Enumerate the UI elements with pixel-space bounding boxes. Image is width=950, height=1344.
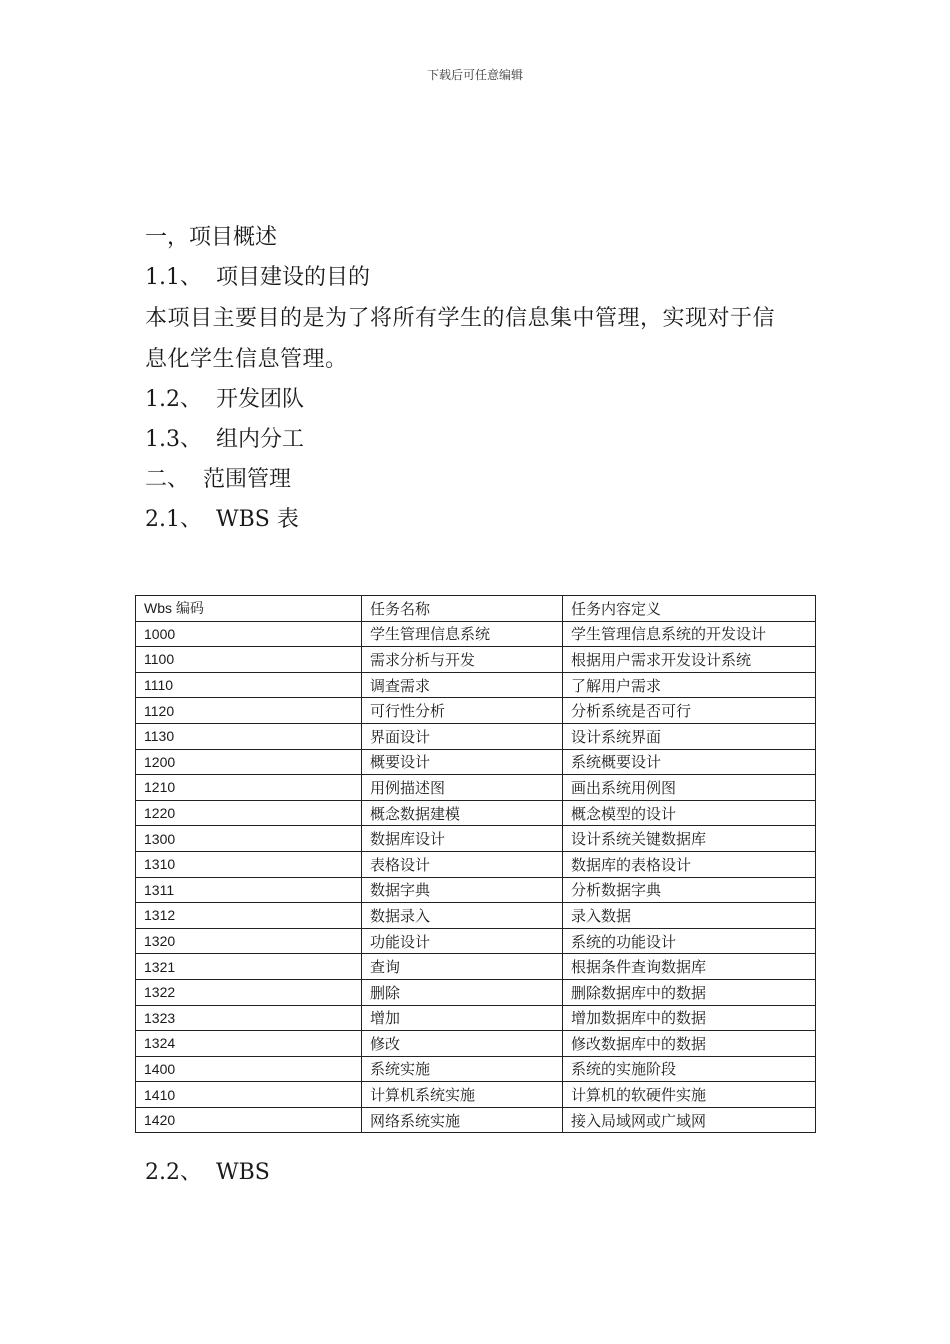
subsection-1-1 xyxy=(145,258,815,298)
wbs-code-cell: 1410 xyxy=(136,1082,362,1108)
task-definition-cell: 增加数据库中的数据 xyxy=(563,1005,816,1031)
wbs-code-cell: 1200 xyxy=(136,749,362,775)
wbs-table xyxy=(135,595,816,1133)
wbs-code-cell: 1110 xyxy=(136,672,362,698)
subsection-1-2-title: 开发团队 xyxy=(216,387,305,412)
wbs-code-cell: 1321 xyxy=(136,954,362,980)
header-task-definition: 任务内容定义 xyxy=(563,596,816,622)
task-name-cell: 网络系统实施 xyxy=(362,1107,563,1133)
purpose-paragraph-line-2: 息化学生信息管理。 xyxy=(145,347,348,372)
task-definition-cell: 录入数据 xyxy=(563,903,816,929)
subsection-2-2-title: WBS xyxy=(216,1160,270,1185)
task-name-cell: 计算机系统实施 xyxy=(362,1082,563,1108)
wbs-code-cell: 1420 xyxy=(136,1107,362,1133)
task-definition-cell: 接入局域网或广域网 xyxy=(563,1107,816,1133)
section-2-title-text: 范围管理 xyxy=(203,467,292,492)
table-row xyxy=(136,954,816,980)
task-name-cell: 表格设计 xyxy=(362,851,563,877)
task-name-cell: 增加 xyxy=(362,1005,563,1031)
table-row xyxy=(136,877,816,903)
task-definition-cell: 计算机的软硬件实施 xyxy=(563,1082,816,1108)
task-definition-cell: 删除数据库中的数据 xyxy=(563,979,816,1005)
wbs-code-cell: 1000 xyxy=(136,621,362,647)
header-wbs-code: Wbs 编码 xyxy=(136,596,362,622)
wbs-code-cell: 1400 xyxy=(136,1056,362,1082)
table-row xyxy=(136,723,816,749)
header-task-name: 任务名称 xyxy=(362,596,563,622)
task-definition-cell: 学生管理信息系统的开发设计 xyxy=(563,621,816,647)
task-definition-cell: 根据用户需求开发设计系统 xyxy=(563,647,816,673)
wbs-code-cell: 1310 xyxy=(136,851,362,877)
task-name-cell: 数据字典 xyxy=(362,877,563,903)
purpose-paragraph xyxy=(145,298,815,380)
wbs-code-cell: 1300 xyxy=(136,826,362,852)
task-name-cell: 数据录入 xyxy=(362,903,563,929)
subsection-2-1 xyxy=(145,500,815,540)
task-definition-cell: 设计系统界面 xyxy=(563,723,816,749)
wbs-code-cell: 1312 xyxy=(136,903,362,929)
table-row xyxy=(136,1031,816,1057)
task-definition-cell: 系统的功能设计 xyxy=(563,928,816,954)
task-definition-cell: 数据库的表格设计 xyxy=(563,851,816,877)
table-row xyxy=(136,826,816,852)
task-name-cell: 调查需求 xyxy=(362,672,563,698)
wbs-code-cell: 1130 xyxy=(136,723,362,749)
task-definition-cell: 了解用户需求 xyxy=(563,672,816,698)
table-row xyxy=(136,698,816,724)
section-2-title xyxy=(145,460,815,500)
table-row xyxy=(136,775,816,801)
task-name-cell: 界面设计 xyxy=(362,723,563,749)
wbs-table-body xyxy=(136,621,816,1133)
header-note: 下载后可任意编辑 xyxy=(426,68,523,82)
subsection-1-3-number: 1.3、 xyxy=(145,427,202,452)
table-row xyxy=(136,647,816,673)
task-definition-cell: 画出系统用例图 xyxy=(563,775,816,801)
task-name-cell: 学生管理信息系统 xyxy=(362,621,563,647)
task-name-cell: 查询 xyxy=(362,954,563,980)
table-row xyxy=(136,903,816,929)
task-name-cell: 删除 xyxy=(362,979,563,1005)
table-row xyxy=(136,800,816,826)
task-definition-cell: 系统的实施阶段 xyxy=(563,1056,816,1082)
task-name-cell: 概要设计 xyxy=(362,749,563,775)
subsection-1-1-title: 项目建设的目的 xyxy=(216,265,371,290)
task-name-cell: 需求分析与开发 xyxy=(362,647,563,673)
task-name-cell: 概念数据建模 xyxy=(362,800,563,826)
section-2-number: 二、 xyxy=(145,467,190,492)
task-definition-cell: 系统概要设计 xyxy=(563,749,816,775)
wbs-code-cell: 1322 xyxy=(136,979,362,1005)
wbs-code-cell: 1324 xyxy=(136,1031,362,1057)
task-name-cell: 修改 xyxy=(362,1031,563,1057)
purpose-paragraph-line-1: 本项目主要目的是为了将所有学生的信息集中管理，实现对于信 xyxy=(145,306,776,331)
wbs-code-cell: 1320 xyxy=(136,928,362,954)
task-name-cell: 用例描述图 xyxy=(362,775,563,801)
table-row xyxy=(136,851,816,877)
task-definition-cell: 分析系统是否可行 xyxy=(563,698,816,724)
task-name-cell: 系统实施 xyxy=(362,1056,563,1082)
task-name-cell: 数据库设计 xyxy=(362,826,563,852)
wbs-code-cell: 1220 xyxy=(136,800,362,826)
section-1-title: 一，项目概述 xyxy=(145,225,278,250)
task-definition-cell: 修改数据库中的数据 xyxy=(563,1031,816,1057)
task-definition-cell: 分析数据字典 xyxy=(563,877,816,903)
task-name-cell: 功能设计 xyxy=(362,928,563,954)
subsection-2-2-number: 2.2、 xyxy=(145,1160,202,1185)
table-row xyxy=(136,672,816,698)
table-row xyxy=(136,1082,816,1108)
wbs-code-cell: 1100 xyxy=(136,647,362,673)
wbs-code-cell: 1210 xyxy=(136,775,362,801)
subsection-1-2 xyxy=(145,380,815,420)
table-row xyxy=(136,928,816,954)
subsection-1-2-number: 1.2、 xyxy=(145,387,202,412)
wbs-code-cell: 1120 xyxy=(136,698,362,724)
subsection-1-3-title: 组内分工 xyxy=(216,427,305,452)
task-definition-cell: 设计系统关键数据库 xyxy=(563,826,816,852)
wbs-code-cell: 1323 xyxy=(136,1005,362,1031)
table-row xyxy=(136,1005,816,1031)
subsection-2-2 xyxy=(145,1153,270,1193)
table-row xyxy=(136,1056,816,1082)
table-row xyxy=(136,621,816,647)
document-body xyxy=(145,218,815,540)
wbs-code-cell: 1311 xyxy=(136,877,362,903)
table-row xyxy=(136,1107,816,1133)
subsection-1-1-number: 1.1、 xyxy=(145,265,202,290)
wbs-table-header-row xyxy=(136,596,816,622)
subsection-2-1-number: 2.1、 xyxy=(145,507,202,532)
subsection-2-1-title: WBS 表 xyxy=(216,507,299,532)
task-definition-cell: 根据条件查询数据库 xyxy=(563,954,816,980)
task-definition-cell: 概念模型的设计 xyxy=(563,800,816,826)
task-name-cell: 可行性分析 xyxy=(362,698,563,724)
subsection-1-3 xyxy=(145,420,815,460)
table-row xyxy=(136,749,816,775)
table-row xyxy=(136,979,816,1005)
